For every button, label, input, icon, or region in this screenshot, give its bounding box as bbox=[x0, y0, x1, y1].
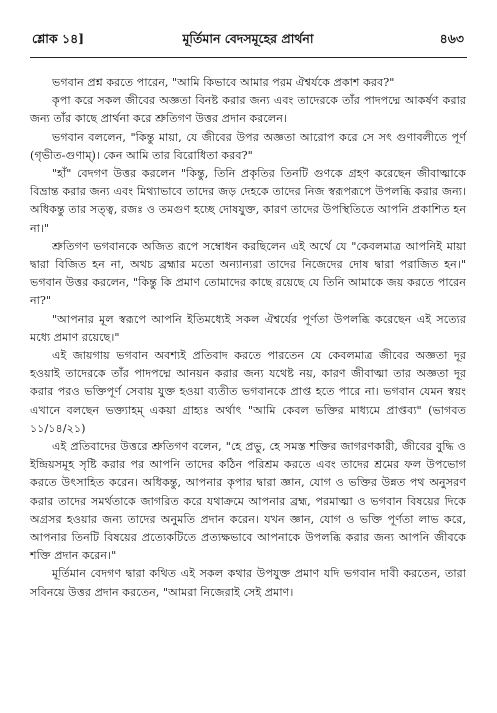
paragraph: শ্রুতিগণ ভগবানকে অজিত রূপে সম্বোধন করছিলেন এই অর্থে যে "কেবলমাত্র আপনিই মায়া দ্বারা বিজিত হন না, অথচ ব্রহ্মার মতো অন্যান্যরা তাদের নিজেদের দোষ দ্বারা পরাজিত হন।" ভগবান উত্তর করলেন, "কিন্তু কি প্রমাণ তোমাদের কাছে রয়েছে যে তিনি আমাকে জয় করতে পারেন না?" bbox=[30, 239, 466, 308]
paragraph: মূর্তিমান বেদগণ দ্বারা কথিত এই সকল কথার উপযুক্ত প্রমাণ যদি ভগবান দাবী করতেন, তারা সবিনয়ে উত্তর প্রদান করতেন, "আমরা নিজেরাই সেই প্রমাণ। bbox=[30, 567, 466, 599]
chapter-title: মূর্তিমান বেদসমূহের প্রার্থনা bbox=[182, 31, 314, 46]
running-header bbox=[32, 31, 464, 53]
verse-reference: শ্লোক ১৪] bbox=[32, 31, 85, 46]
page-number: ৪৬৩ bbox=[439, 31, 464, 46]
header-rule bbox=[30, 57, 467, 58]
paragraph: "হাঁ" বেদগণ উত্তর করলেন "কিন্তু, তিনি প্রকৃতির তিনটি গুণকে গ্রহণ করেছেন জীবাত্মাকে বিভ্রান্ত করার জন্য এবং মিথ্যাভাবে তাদের জড় দেহকে তাদের নিজ স্বরূপরূপে উপলব্ধি করার জন্য। অধিকন্তু তার সত্ত্ব, রজঃ ও তমগুণ হচ্ছে দোষযুক্ত, কারণ তাদের উপস্থিতিতে আপনি প্রকাশিত হন না।" bbox=[30, 167, 466, 235]
page-body bbox=[30, 74, 466, 602]
paragraph: এই প্রতিবাদের উত্তরে শ্রুতিগণ বলেন, "হে প্রভু, হে সমস্ত শক্তির জাগরণকারী, জীবের বুদ্ধি ও ইন্দ্রিয়সমূহ সৃষ্টি করার পর আপনি তাদের কঠিন পরিশ্রম করতে এবং তাদের শ্রমের ফল উপভোগ করতে উৎসাহিত করেন। অধিকন্তু, আপনার কৃপার দ্বারা জ্ঞান, যোগ ও ভক্তির উন্নত পথ অনুসরণ করার তাদের সমর্থতাকে জাগরিত করে যথাক্রমে আপনার ব্রহ্ম, পরমাত্মা ও ভগবান বিষয়ের দিকে অগ্রসর হওয়ার জন্য তাদের অনুমতি প্রদান করেন। যখন জ্ঞান, যোগ ও ভক্তি পূর্ণতা লাভ করে, আপনার তিনটি বিষয়ের প্রত্যেকটিতে প্রত্যক্ষভাবে আপনাকে উপলব্ধি করার জন্য আপনি জীবকে শক্তি প্রদান করেন।" bbox=[30, 440, 466, 563]
paragraph: এই জায়গায় ভগবান অবশ্যই প্রতিবাদ করতে পারতেন যে কেবলমাত্র জীবের অজ্ঞতা দূর হওয়াই তাদেরকে তাঁর পাদপদ্মে আনয়ন করার জন্য যথেষ্ট নয়, কারণ জীবাত্মা তার অজ্ঞতা দূর করার পরও ভক্তিপূর্ণ সেবায় যুক্ত হওয়া ব্যতীত ভগবানকে প্রাপ্ত হতে পারে না। ভগবান যেমন স্বয়ং এখানে বলছেন ভক্ত্যাহম্ একয়া গ্রাহ্যঃ অর্থাৎ "আমি কেবল ভক্তির মাধ্যমে প্রাপ্তব্য" (ভাগবত ১১/১৪/২১) bbox=[30, 349, 466, 435]
paragraph: ভগবান প্রশ্ন করতে পারেন, "আমি কিভাবে আমার পরম ঐশ্বর্যকে প্রকাশ করব?" bbox=[52, 76, 395, 89]
paragraph: "আপনার মূল স্বরূপে আপনি ইতিমধ্যেই সকল ঐশ্বর্যের পূর্ণতা উপলব্ধি করেছেন এই সত্যের মধ্যে প্রমাণ রয়েছে।" bbox=[30, 312, 466, 344]
paragraph: ভগবান বললেন, "কিন্তু মায়া, যে জীবের উপর অজ্ঞতা আরোপ করে সে সৎ গুণাবলীতে পূর্ণ (গৃভীত-গুণাম্)। কেন আমি তার বিরোধিতা করব?" bbox=[30, 130, 466, 162]
paragraph: কৃপা করে সকল জীবের অজ্ঞতা বিনষ্ট করার জন্য এবং তাদেরকে তাঁর পাদপদ্মে আকর্ষণ করার জন্য তাঁর কাছে প্রার্থনা করে শ্রুতিগণ উত্তর প্রদান করলেন। bbox=[30, 94, 466, 126]
